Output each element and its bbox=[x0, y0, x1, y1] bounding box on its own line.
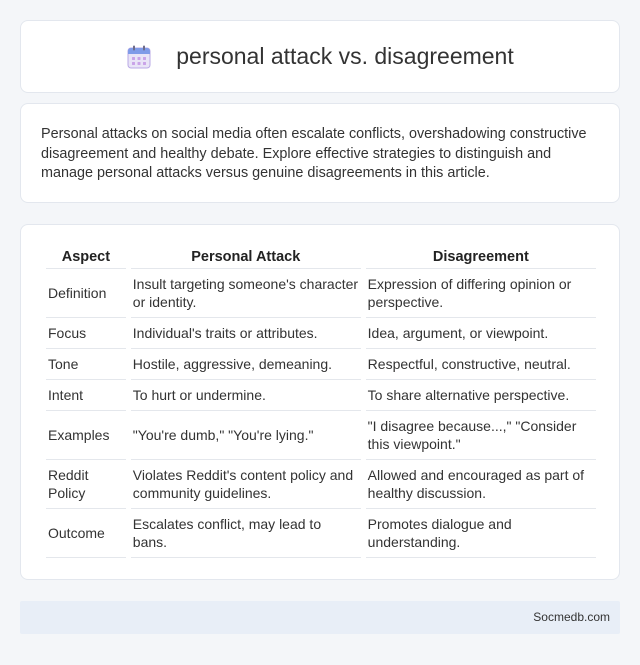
footer-source[interactable]: Socmedb.com bbox=[533, 610, 610, 624]
row-aspect: Intent bbox=[46, 380, 126, 411]
row-personal-attack: Escalates conflict, may lead to bans. bbox=[131, 509, 361, 558]
row-personal-attack: Insult targeting someone's character or identity. bbox=[131, 269, 361, 318]
table-row bbox=[46, 318, 596, 349]
table-row bbox=[46, 269, 596, 318]
comparison-table-card bbox=[20, 224, 620, 580]
calendar-icon bbox=[126, 44, 152, 70]
row-personal-attack: Hostile, aggressive, demeaning. bbox=[131, 349, 361, 380]
comparison-table bbox=[41, 245, 601, 558]
row-disagreement: "I disagree because...," "Consider this viewpoint." bbox=[366, 411, 596, 460]
row-disagreement: Expression of differing opinion or perspective. bbox=[366, 269, 596, 318]
row-disagreement: To share alternative perspective. bbox=[366, 380, 596, 411]
title-card bbox=[20, 20, 620, 93]
page-title: personal attack vs. disagreement bbox=[176, 43, 514, 69]
row-personal-attack: Individual's traits or attributes. bbox=[131, 318, 361, 349]
header-personal-attack: Personal Attack bbox=[131, 245, 361, 269]
table-row bbox=[46, 509, 596, 558]
header-disagreement: Disagreement bbox=[366, 245, 596, 269]
row-personal-attack: "You're dumb," "You're lying." bbox=[131, 411, 361, 460]
row-disagreement: Respectful, constructive, neutral. bbox=[366, 349, 596, 380]
row-personal-attack: Violates Reddit's content policy and community guidelines. bbox=[131, 460, 361, 509]
row-aspect: Definition bbox=[46, 269, 126, 318]
row-aspect: Examples bbox=[46, 411, 126, 460]
table-row bbox=[46, 349, 596, 380]
footer-bar bbox=[20, 601, 620, 634]
row-disagreement: Allowed and encouraged as part of healthy discussion. bbox=[366, 460, 596, 509]
row-disagreement: Idea, argument, or viewpoint. bbox=[366, 318, 596, 349]
header-aspect: Aspect bbox=[46, 245, 126, 269]
row-aspect: Outcome bbox=[46, 509, 126, 558]
table-header-row bbox=[46, 245, 596, 269]
row-personal-attack: To hurt or undermine. bbox=[131, 380, 361, 411]
row-aspect: Reddit Policy bbox=[46, 460, 126, 509]
row-disagreement: Promotes dialogue and understanding. bbox=[366, 509, 596, 558]
table-row bbox=[46, 460, 596, 509]
row-aspect: Focus bbox=[46, 318, 126, 349]
table-row bbox=[46, 411, 596, 460]
intro-card bbox=[20, 103, 620, 203]
intro-text: Personal attacks on social media often escalate conflicts, overshadowing constructive disagreement and healthy debate. Explore effective strategies to distinguish and manage personal attacks versus genuine disagreements in this article. bbox=[41, 126, 587, 181]
row-aspect: Tone bbox=[46, 349, 126, 380]
table-row bbox=[46, 380, 596, 411]
